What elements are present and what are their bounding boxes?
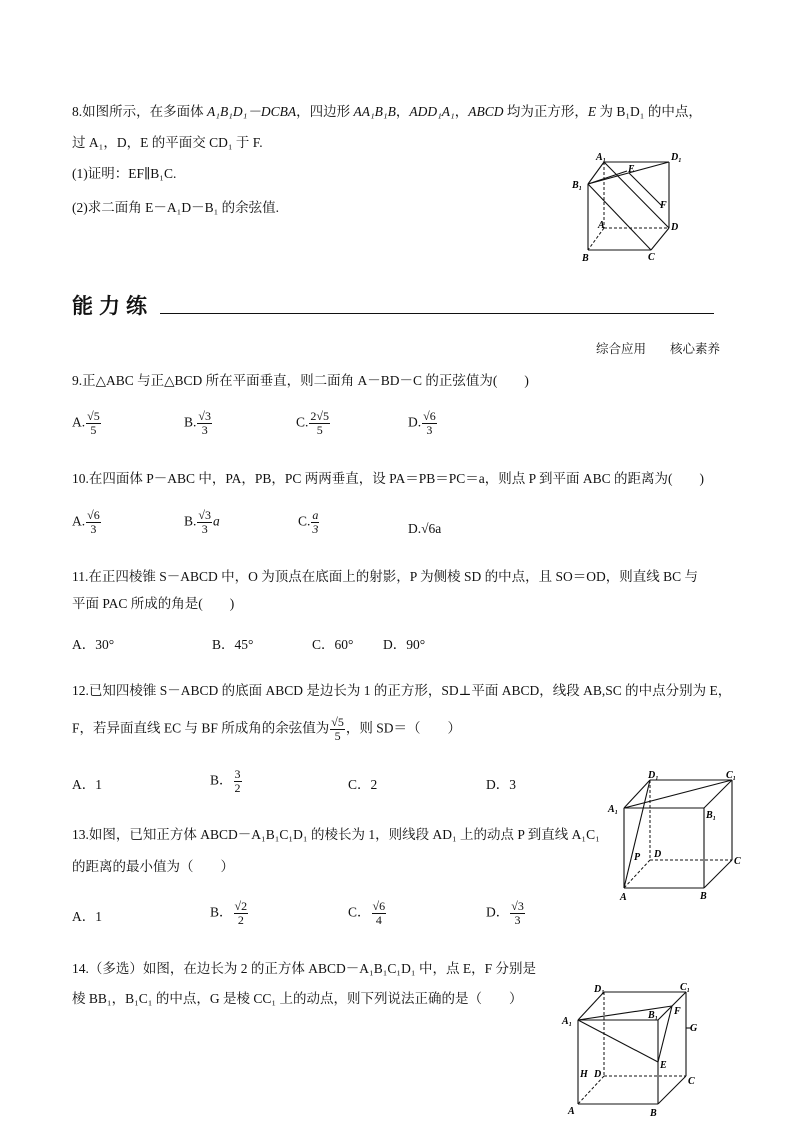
q12-option-b[interactable]: B． $\frac{3}{2}$ [210,767,241,795]
q9-option-c[interactable]: C. $\frac{2√5}{5}$ [296,409,329,437]
q14-fig-label: B [650,1108,657,1119]
q8-part1: (1)证明：EF∥B₁C. [72,166,177,181]
q13-fig-label: C₁ [726,770,737,781]
q10-option-c[interactable]: C. $\frac{a}{3}$ [298,508,319,536]
q12-option-c[interactable]: C．2 [348,777,378,792]
q13-line2: 的距离的最小值为（ ） [72,859,234,874]
q13-fig-label: B₁ [706,810,717,821]
q14-line2: 棱 BB₁，B₁C₁ 的中点，G 是棱 CC₁ 上的动点，则下列说法正确的是（ ） [72,991,523,1006]
q14-fig-label: C [688,1076,695,1087]
q9-option-d[interactable]: D. $\frac{√6}{3}$ [408,409,436,437]
q13-fig-label: B [700,891,707,902]
q11-option-a[interactable]: A．30° [72,637,115,652]
q13-fig-label: A [620,892,627,903]
q8-part2: (2)求二面角 E－A₁D－B₁ 的余弦值. [72,200,280,215]
q12-option-d[interactable]: D．3 [486,777,516,792]
q8-fig-label: C [648,252,655,263]
q13-fig-label: D [654,849,662,860]
q11-option-b[interactable]: B．45° [212,637,254,652]
q13-figure [606,768,748,906]
q9-stem: 9.正△ABC 与正△BCD 所在平面垂直，则二面角 A－BD－C 的正弦值为( ) [72,373,529,388]
q12-option-a[interactable]: A．1 [72,777,102,792]
q8-fig-label: A₁ [596,152,607,163]
q14-fig-label: D [594,1069,602,1080]
q14-fig-label: G [690,1023,698,1034]
q13-option-a[interactable]: A．1 [72,909,102,924]
q11-option-c[interactable]: C．60° [312,637,354,652]
q13-fig-label: P [634,852,641,863]
q13-option-b[interactable]: B． $\frac{√2}{2}$ [210,899,248,927]
section-title: 能力练 [72,294,153,318]
q9-option-b[interactable]: B. $\frac{√3}{3}$ [184,409,211,437]
q8-fig-label: B₁ [572,180,583,191]
q14-fig-label: A₁ [562,1016,573,1027]
q8-line1: 8.如图所示，在多面体 A₁B₁D₁－DCBA，四边形 AA₁B₁B，ADD₁A₁，ABCD 均为正方形，E 为 B₁D₁ 的中点， [72,104,702,119]
q13-fig-label: C [734,856,741,867]
q8-figure [570,148,690,266]
q14-fig-label: F [674,1006,681,1017]
q8-fig-label: B [582,253,589,264]
q13-option-c[interactable]: C． $\frac{√6}{4}$ [348,899,386,927]
q14-fig-label: E [660,1060,667,1071]
q14-fig-label: H [580,1069,588,1080]
q14-line1: 14.（多选）如图，在边长为 2 的正方体 ABCD－A₁B₁C₁D₁ 中，点 E，F 分别是 [72,961,536,976]
q14-fig-label: D₁ [594,984,605,995]
q8-polyhedron: A₁B₁D₁－DCBA [207,104,297,119]
q14-fig-label: C₁ [680,982,691,993]
q13-option-d[interactable]: D． $\frac{√3}{3}$ [486,899,524,927]
q14-fig-label: A [568,1106,575,1117]
section-rule [160,313,714,314]
q13-fig-label: A₁ [608,804,619,815]
q11-option-d[interactable]: D．90° [383,637,426,652]
q8-fig-label: F [660,200,667,211]
q10-option-d[interactable]: D.√6a [408,521,442,536]
section-tag-1: 综合应用 [596,341,647,356]
q12-line2: F，若异面直线 EC 与 BF 所成角的余弦值为 $\frac{√5}{5}$ ，则 SD＝（ ） [72,715,462,743]
q11-line2: 平面 PAC 所成的角是( ) [72,596,235,611]
q10-option-b[interactable]: B. $\frac{√3}{3}$ a [184,508,220,536]
q8-fig-label: A [598,220,605,231]
q10-option-a[interactable]: A. $\frac{√6}{3}$ [72,508,100,536]
q8-line2: 过 A₁，D，E 的平面交 CD₁ 于 F. [72,135,263,150]
q8-fig-label: E [628,164,635,175]
q10-stem: 10.在四面体 P－ABC 中，PA，PB，PC 两两垂直，设 PA＝PB＝PC＝a，则点 P 到平面 ABC 的距离为( ) [72,471,704,486]
section-tag-2: 核心素养 [670,341,721,356]
q9-option-a[interactable]: A. $\frac{√5}{5}$ [72,409,100,437]
q8-text: 8.如图所示，在多面体 [72,104,207,119]
q8-fig-label: D [671,222,679,233]
q13-fig-label: D₁ [648,770,659,781]
q8-fig-label: D₁ [671,152,682,163]
q12-line1: 12.已知四棱锥 S－ABCD 的底面 ABCD 是边长为 1 的正方形，SD⊥平面 ABCD，线段 AB,SC 的中点分别为 E， [72,683,732,698]
q14-fig-label: B₁ [648,1010,659,1021]
q14-figure [560,980,710,1120]
q13-line1: 13.如图，已知正方体 ABCD－A₁B₁C₁D₁ 的棱长为 1，则线段 AD₁ 上的动点 P 到直线 A₁C₁ [72,827,600,842]
q11-line1: 11.在正四棱锥 S－ABCD 中，O 为顶点在底面上的射影，P 为侧棱 SD 的中点，且 SO＝OD，则直线 BC 与 [72,569,699,584]
